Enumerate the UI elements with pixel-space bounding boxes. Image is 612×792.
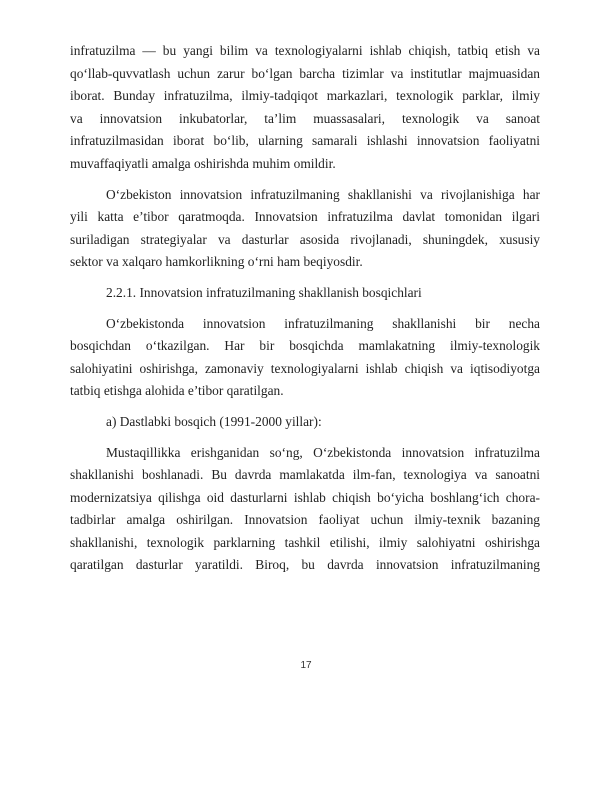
text-line: O‘zbekiston innovatsion infratuzilmaning shakllanishi va rivojlanishiga har (106, 186, 540, 202)
subsection-heading: a) Dastlabki bosqich (1991-2000 yillar): (106, 413, 322, 429)
text-line: sektor va xalqaro hamkorlikning o‘rni ham beqiyosdir. (70, 254, 363, 270)
text-line: modernizatsiya qilishga oid dasturlarni ishlab chiqish bo‘yicha boshlang‘ich chora- (70, 489, 540, 505)
text-line: salohiyatini oshirishga, zamonaviy texnologiyalarni ishlab chiqish va iqtisodiyotga (70, 360, 540, 376)
section-heading: 2.2.1. Innovatsion infratuzilmaning shakllanish bosqichlari (106, 284, 422, 300)
page-number: 17 (300, 660, 312, 671)
text-line: bosqichdan o‘tkazilgan. Har bir bosqichda mamlakatning ilmiy-texnologik (70, 338, 540, 354)
text-line: va innovatsion inkubatorlar, ta’lim muassasalari, texnologik va sanoat (70, 110, 540, 126)
text-line: qo‘llab-quvvatlash uchun zarur bo‘lgan barcha tizimlar va institutlar majmuasidan (70, 65, 540, 81)
text-line: iborat. Bunday infratuzilma, ilmiy-tadqiqot markazlari, texnologik parklar, ilmiy (70, 88, 540, 104)
text-line: infratuzilma — bu yangi bilim va texnologiyalarni ishlab chiqish, tatbiq etish va (70, 43, 540, 58)
text-line: yili katta e’tibor qaratmoqda. Innovatsion infratuzilma davlat tomonidan ilgari (70, 209, 540, 225)
text-line: Mustaqillikka erishganidan so‘ng, O‘zbekistonda innovatsion infratuzilma (106, 444, 540, 460)
text-line: O‘zbekistonda innovatsion infratuzilmaning shakllanishi bir necha (106, 315, 540, 331)
paragraph-initial-stage (70, 442, 540, 578)
text-line: muvaffaqiyatli amalga oshirishda muhim omildir. (70, 155, 336, 171)
text-line: infratuzilmasidan iborat bo‘lib, ularning samarali ishlashi innovatsion faoliyatni (70, 133, 540, 149)
text-line: shakllanishi, texnologik parklarning tashkil etilishi, ilmiy salohiyatni oshirishga (70, 534, 540, 550)
paragraph-stages-intro (70, 313, 540, 403)
text-line: tatbiq etishga alohida e’tibor qaratilgan. (70, 383, 284, 399)
text-line: qaratilgan dasturlar yaratildi. Biroq, bu davrda innovatsion infratuzilmaning (70, 557, 540, 573)
text-line: tadbirlar amalga oshirilgan. Innovatsion faoliyat uchun ilmiy-texnik bazaning (70, 512, 540, 528)
document-body (70, 40, 540, 577)
text-line: shakllanishi boshlanadi. Bu davrda mamlakatda ilm-fan, texnologiya va sanoatni (70, 467, 540, 483)
text-line: suriladigan strategiyalar va dasturlar asosida rivojlanadi, shuningdek, xususiy (70, 231, 540, 247)
paragraph-uzbekistan-attention (70, 184, 540, 274)
paragraph-definition (70, 40, 540, 176)
